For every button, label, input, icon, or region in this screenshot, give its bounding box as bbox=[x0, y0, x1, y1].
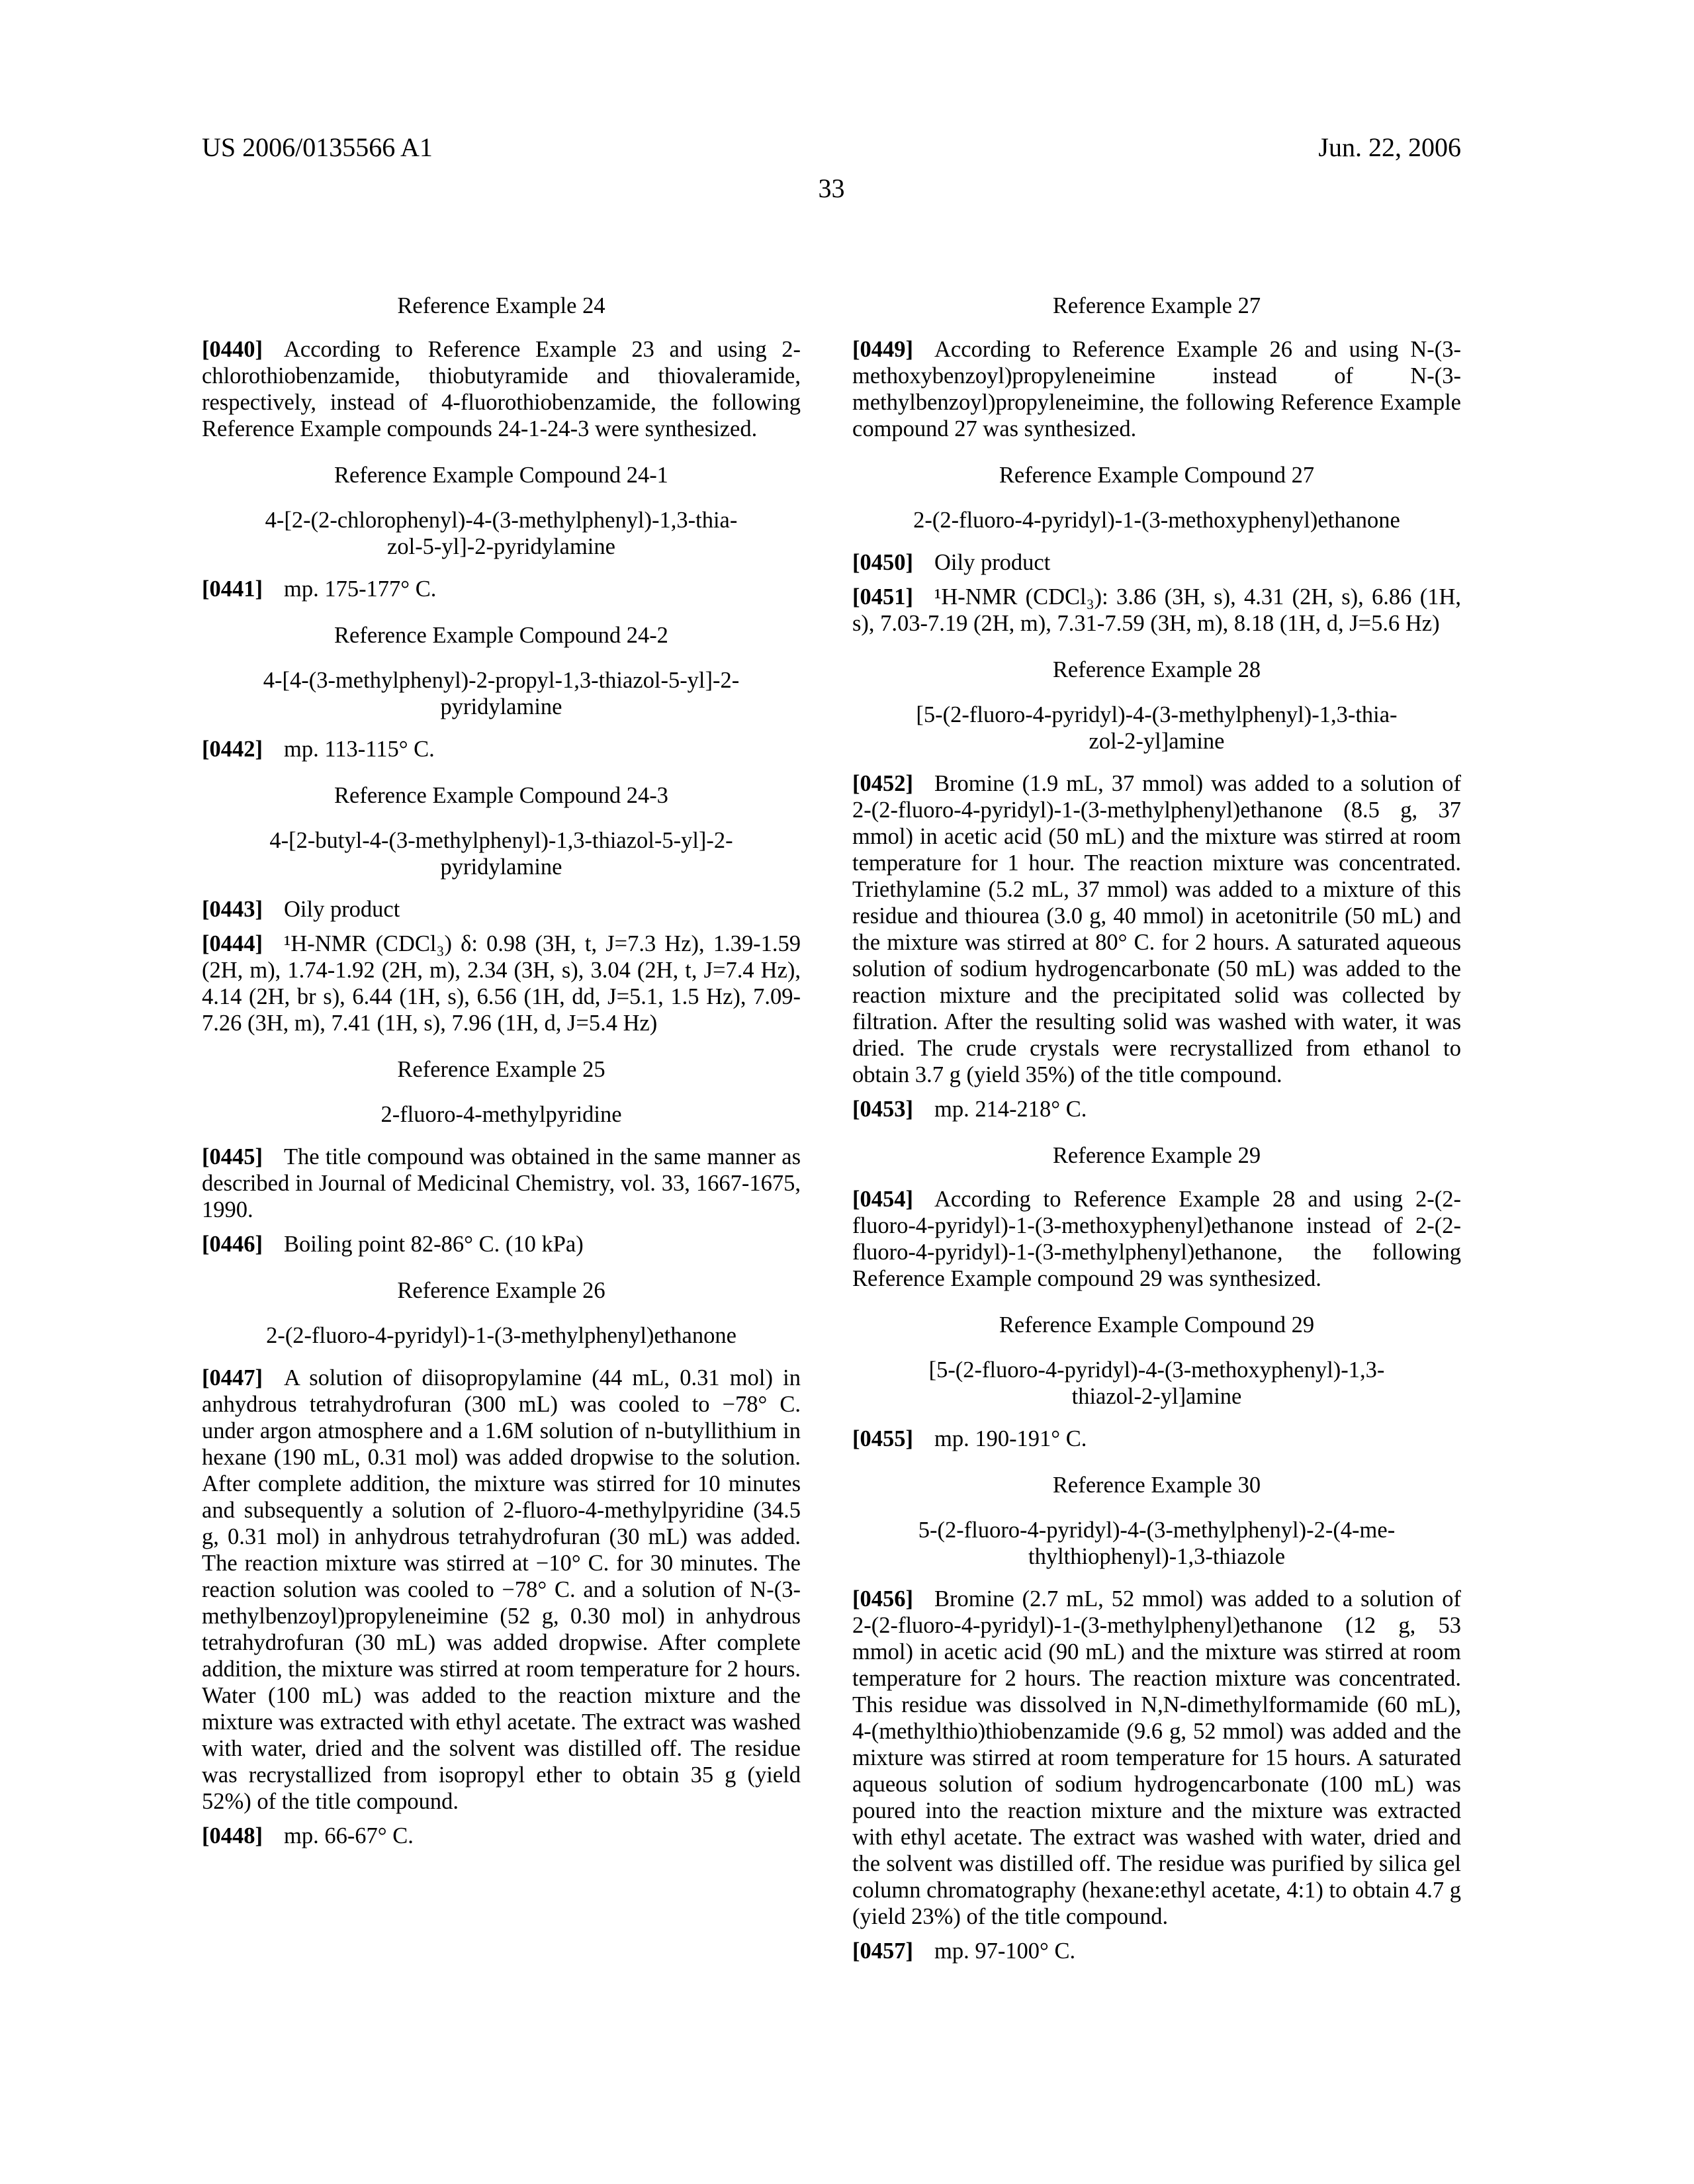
paragraph-text: The title compound was obtained in the same manner as described in Journal of Medicinal Chemistry, vol. 33, 1667-1675, 1990. bbox=[202, 1144, 801, 1222]
paragraph-text: mp. 97-100° C. bbox=[934, 1938, 1076, 1964]
compound-name: 2-(2-fluoro-4-pyridyl)-1-(3-methoxyphenyl)ethanone bbox=[913, 508, 1400, 533]
paragraph-text: mp. 214-218° C. bbox=[934, 1097, 1087, 1122]
paragraph-text: According to Reference Example 26 and using N-(3-methoxybenzoyl)propyleneimine instead of N-(3-methylbenzoyl)propyleneimine, the following Reference Example compound 27 was synthesized. bbox=[852, 337, 1461, 441]
paragraph-number: [0445] bbox=[202, 1144, 263, 1169]
section-heading: Reference Example 28 bbox=[1052, 657, 1261, 682]
paragraph-number: [0450] bbox=[852, 550, 913, 575]
paragraph bbox=[202, 896, 801, 923]
text-columns bbox=[202, 293, 1461, 1964]
paragraph bbox=[202, 1231, 801, 1257]
paragraph-number: [0448] bbox=[202, 1823, 263, 1848]
compound-name: 4-[4-(3-methylphenyl)-2-propyl-1,3-thiazol-5-yl]-2- pyridylamine bbox=[263, 668, 740, 719]
paragraph-number: [0443] bbox=[202, 897, 263, 922]
patent-number: US 2006/0135566 A1 bbox=[202, 132, 433, 162]
compound-name: 2-(2-fluoro-4-pyridyl)-1-(3-methylphenyl)ethanone bbox=[266, 1323, 736, 1348]
compound-name: 4-[2-butyl-4-(3-methylphenyl)-1,3-thiazol-5-yl]-2- pyridylamine bbox=[269, 828, 733, 880]
section-heading: Reference Example Compound 24-3 bbox=[334, 783, 668, 808]
paragraph-text: mp. 66-67° C. bbox=[283, 1823, 414, 1848]
paragraph bbox=[852, 1586, 1461, 1930]
paragraph bbox=[202, 1144, 801, 1223]
paragraph bbox=[852, 336, 1461, 442]
paragraph bbox=[852, 584, 1461, 637]
paragraph-text: ¹H-NMR (CDCl₃) δ: 0.98 (3H, t, J=7.3 Hz), 1.39-1.59 (2H, m), 1.74-1.92 (2H, m), 2.34 (3H, s), 3.04 (2H, t, J=7.4 Hz), 4.14 (2H, br s), 6.44 (1H, s), 6.56 (1H, dd, J=5.1, 1.5 Hz), 7.09-7.26 (3H, m), 7.41 (1H, s), 7.96 (1H, d, J=5.4 Hz) bbox=[202, 931, 801, 1036]
paragraph bbox=[852, 549, 1461, 576]
paragraph-text: A solution of diisopropylamine (44 mL, 0.31 mol) in anhydrous tetrahydrofuran (300 mL) was cooled to −78° C. under argon atmosphere and a 1.6M solution of n-butyllithium in hexane (190 mL, 0.31 mol) was added dropwise to the solution. After complete addition, the mixture was stirred for 10 minutes and subsequently a solution of 2-fluoro-4-methylpyridine (34.5 g, 0.31 mol) in anhydrous tetrahydrofuran (30 mL) was added. The reaction mixture was stirred at −10° C. for 30 minutes. The reaction solution was cooled to −78° C. and a solution of N-(3-methylbenzoyl)propyleneimine (52 g, 0.30 mol) in anhydrous tetrahydrofuran (30 mL) was added dropwise. After complete addition, the mixture was stirred at room temperature for 2 hours. Water (100 mL) was added to the reaction mixture and the mixture was extracted with ethyl acetate. The extract was washed with water, dried and the solvent was distilled off. The residue was recrystallized from isopropyl ether to obtain 35 g (yield 52%) of the title compound. bbox=[202, 1365, 801, 1814]
compound-name: 5-(2-fluoro-4-pyridyl)-4-(3-methylphenyl)-2-(4-me- thylthiophenyl)-1,3-thiazole bbox=[918, 1518, 1396, 1569]
paragraph-number: [0454] bbox=[852, 1187, 913, 1212]
paragraph-number: [0452] bbox=[852, 771, 913, 796]
paragraph bbox=[852, 1938, 1461, 1964]
paragraph bbox=[202, 931, 801, 1036]
paragraph-number: [0457] bbox=[852, 1938, 913, 1964]
paragraph-number: [0440] bbox=[202, 337, 263, 362]
paragraph-text: According to Reference Example 28 and using 2-(2-fluoro-4-pyridyl)-1-(3-methoxyphenyl)ethanone instead of 2-(2-fluoro-4-pyridyl)-1-(3-methylphenyl)ethanone, the following Reference Example compound 29 was synthesized. bbox=[852, 1187, 1461, 1291]
paragraph-text: Boiling point 82-86° C. (10 kPa) bbox=[283, 1232, 584, 1257]
paragraph-text: According to Reference Example 23 and using 2-chlorothiobenzamide, thiobutyramide and thiovaleramide, respectively, instead of 4-fluorothiobenzamide, the following Reference Example compounds 24-1-24-3 were synthesized. bbox=[202, 337, 801, 441]
paragraph bbox=[852, 1096, 1461, 1122]
paragraph-text: ¹H-NMR (CDCl₃): 3.86 (3H, s), 4.31 (2H, s), 6.86 (1H, s), 7.03-7.19 (2H, m), 7.31-7.59 (3H, m), 8.18 (1H, d, J=5.6 Hz) bbox=[852, 584, 1461, 636]
paragraph bbox=[202, 1365, 801, 1815]
section-heading: Reference Example 30 bbox=[1052, 1473, 1261, 1498]
paragraph-number: [0441] bbox=[202, 576, 263, 602]
compound-name: 4-[2-(2-chlorophenyl)-4-(3-methylphenyl)-1,3-thia- zol-5-yl]-2-pyridylamine bbox=[265, 508, 738, 559]
right-column bbox=[852, 293, 1461, 1964]
paragraph bbox=[852, 770, 1461, 1088]
section-heading: Reference Example Compound 24-1 bbox=[334, 463, 668, 488]
section-heading: Reference Example Compound 24-2 bbox=[334, 623, 668, 648]
compound-name: [5-(2-fluoro-4-pyridyl)-4-(3-methoxyphenyl)-1,3- thiazol-2-yl]amine bbox=[928, 1357, 1385, 1409]
paragraph-number: [0447] bbox=[202, 1365, 263, 1390]
left-column bbox=[202, 293, 801, 1964]
paragraph bbox=[202, 736, 801, 762]
paragraph bbox=[202, 576, 801, 602]
publication-date: Jun. 22, 2006 bbox=[1318, 132, 1461, 162]
section-heading: Reference Example 27 bbox=[1052, 293, 1261, 318]
paragraph-number: [0446] bbox=[202, 1232, 263, 1257]
paragraph-number: [0449] bbox=[852, 337, 913, 362]
compound-name: 2-fluoro-4-methylpyridine bbox=[380, 1102, 622, 1127]
paragraph-text: Oily product bbox=[934, 550, 1051, 575]
section-heading: Reference Example 26 bbox=[397, 1278, 605, 1303]
paragraph bbox=[852, 1186, 1461, 1292]
section-heading: Reference Example 25 bbox=[397, 1057, 605, 1082]
section-heading: Reference Example Compound 27 bbox=[999, 463, 1315, 488]
paragraph bbox=[852, 1426, 1461, 1452]
section-heading: Reference Example 24 bbox=[397, 293, 605, 318]
compound-name: [5-(2-fluoro-4-pyridyl)-4-(3-methylphenyl)-1,3-thia- zol-2-yl]amine bbox=[916, 702, 1398, 754]
paragraph bbox=[202, 1823, 801, 1849]
section-heading: Reference Example Compound 29 bbox=[999, 1312, 1315, 1338]
paragraph-number: [0444] bbox=[202, 931, 263, 956]
paragraph-text: Bromine (2.7 mL, 52 mmol) was added to a solution of 2-(2-fluoro-4-pyridyl)-1-(3-methylphenyl)ethanone (12 g, 53 mmol) in acetic acid (90 mL) and the mixture was stirred at room temperature for 2 hours. The reaction mixture was concentrated. This residue was dissolved in N,N-dimethylformamide (60 mL), 4-(methylthio)thiobenzamide (9.6 g, 52 mmol) was added and the mixture was stirred at room temperature for 15 hours. A saturated aqueous solution of sodium hydrogencarbonate (100 mL) was poured into the reaction mixture and the mixture was extracted with ethyl acetate. The extract was washed with water, dried and the solvent was distilled off. The residue was purified by silica gel column chromatography (hexane:ethyl acetate, 4:1) to obtain 4.7 g (yield 23%) of the title compound. bbox=[852, 1586, 1461, 1929]
page-number: 33 bbox=[818, 173, 845, 203]
paragraph bbox=[202, 336, 801, 442]
paragraph-number: [0451] bbox=[852, 584, 913, 610]
paragraph-text: Oily product bbox=[283, 897, 400, 922]
paragraph-number: [0442] bbox=[202, 737, 263, 762]
paragraph-text: mp. 113-115° C. bbox=[283, 737, 435, 762]
paragraph-text: mp. 190-191° C. bbox=[934, 1426, 1087, 1451]
paragraph-number: [0456] bbox=[852, 1586, 913, 1612]
paragraph-number: [0455] bbox=[852, 1426, 913, 1451]
paragraph-number: [0453] bbox=[852, 1097, 913, 1122]
section-heading: Reference Example 29 bbox=[1052, 1143, 1261, 1168]
page-header bbox=[202, 132, 1461, 163]
paragraph-text: Bromine (1.9 mL, 37 mmol) was added to a solution of 2-(2-fluoro-4-pyridyl)-1-(3-methylphenyl)ethanone (8.5 g, 37 mmol) in acetic acid (50 mL) and the mixture was stirred at room temperature for 1 hour. The reaction mixture was concentrated. Triethylamine (5.2 mL, 37 mmol) was added to a mixture of this residue and thiourea (3.0 g, 40 mmol) in acetonitrile (50 mL) and the mixture was stirred at 80° C. for 2 hours. A saturated aqueous solution of sodium hydrogencarbonate (50 mL) was added to the reaction mixture and the precipitated solid was collected by filtration. After the resulting solid was washed with water, it was dried. The crude crystals were recrystallized from ethanol to obtain 3.7 g (yield 35%) of the title compound. bbox=[852, 771, 1461, 1087]
paragraph-text: mp. 175-177° C. bbox=[283, 576, 437, 602]
